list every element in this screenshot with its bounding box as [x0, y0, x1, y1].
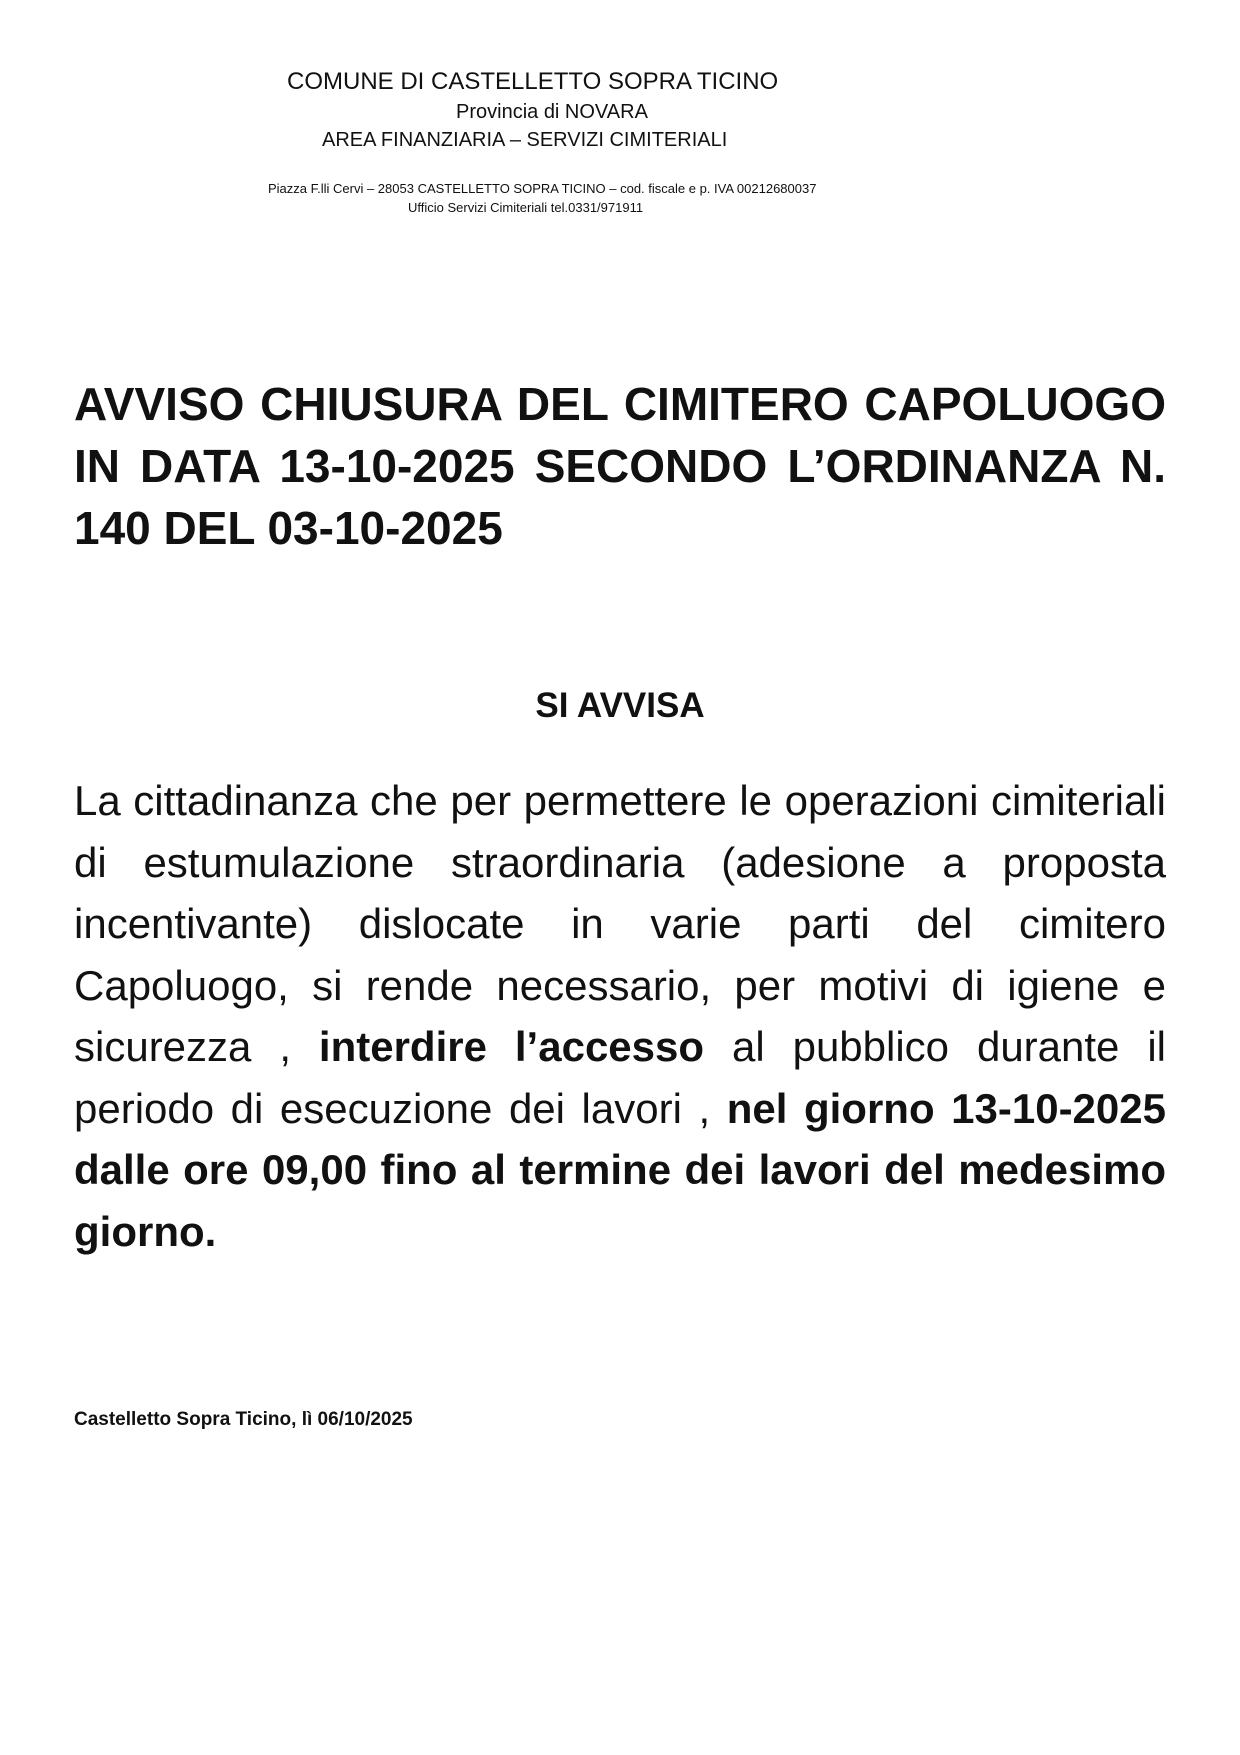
body-emphasis-access: interdire l’accesso	[318, 1023, 705, 1070]
place-date-signature: Castelletto Sopra Ticino, lì 06/10/2025	[74, 1409, 413, 1430]
notice-title: AVVISO CHIUSURA DEL CIMITERO CAPOLUOGO IN DATA 13-10-2025 SECONDO L’ORDINANZA N. 140 DEL 03-10-2025	[74, 378, 1166, 554]
notice-lead: SI AVVISA	[535, 686, 705, 725]
department-area: AREA FINANZIARIA – SERVIZI CIMITERIALI	[322, 129, 728, 151]
body-text-part-2: al pubblico durante il periodo di esecuzione dei lavori ,	[74, 1023, 1167, 1132]
body-emphasis-date: nel giorno 13-10-2025 dalle ore 09,00 fino al termine dei lavori del medesimo giorno.	[74, 1084, 1166, 1255]
office-phone-line: Ufficio Servizi Cimiteriali tel.0331/971911	[408, 200, 644, 215]
province-name: Provincia di NOVARA	[456, 101, 648, 123]
address-line: Piazza F.lli Cervi – 28053 CASTELLETTO SOPRA TICINO – cod. fiscale e p. IVA 00212680037	[268, 181, 817, 196]
body-text-part-1: La cittadinanza che per permettere le operazioni cimiteriali di estumulazione straordinaria (adesione a proposta incentivante) dislocate in varie parti del cimitero Capoluogo, si rende necessario, per motivi di igiene e sicurezza ,	[74, 777, 1166, 1070]
notice-body	[74, 770, 1166, 1262]
municipality-name: COMUNE DI CASTELLETTO SOPRA TICINO	[287, 68, 779, 95]
